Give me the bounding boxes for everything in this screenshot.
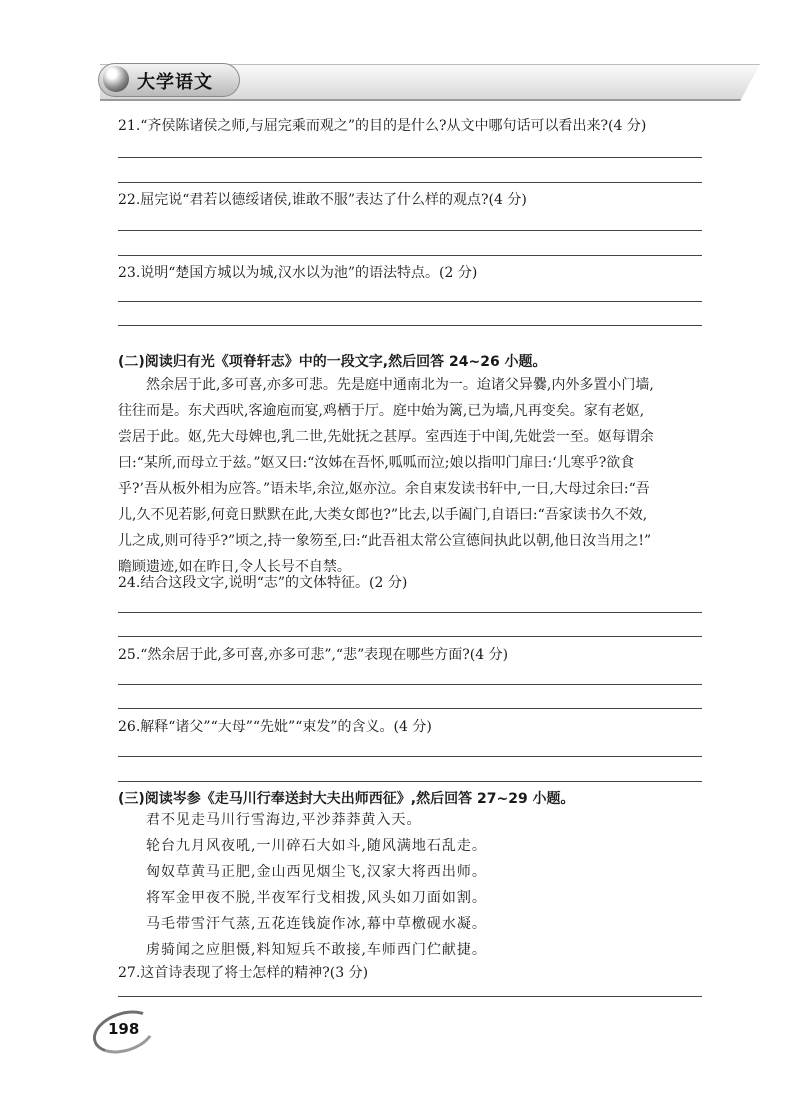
- book-title: 大学语文: [137, 72, 213, 93]
- poem-line: 将军金甲夜不脱,半夜军行戈相拨,风头如刀面如割。: [146, 890, 487, 906]
- header-ball-icon: [103, 66, 129, 92]
- passage-line: 往往而是。东犬西吠,客逾庖而宴,鸡栖于厅。庭中始为篱,已为墙,凡再变矣。家有老妪,: [118, 403, 645, 419]
- passage-line: 然余居于此,多可喜,亦多可悲。先是庭中通南北为一。迨诸父异爨,内外多置小门墙,: [146, 377, 654, 393]
- poem-line: 轮台九月风夜吼,一川碎石大如斗,随风满地石乱走。: [146, 838, 487, 854]
- question-26: 26.解释“诸父”“大母”“先妣”“束发”的含义。(4 分): [118, 719, 432, 735]
- answer-line[interactable]: [118, 756, 702, 757]
- poem-line: 虏骑闻之应胆慑,料知短兵不敢接,车师西门伫献捷。: [146, 942, 487, 958]
- question-21: 21.“齐侯陈诸侯之师,与屈完乘而观之”的目的是什么?从文中哪句话可以看出来?(4 分): [118, 118, 647, 134]
- section-2-heading: (二)阅读归有光《项脊轩志》中的一段文字,然后回答 24~26 小题。: [118, 354, 547, 370]
- answer-line[interactable]: [118, 612, 702, 613]
- answer-line[interactable]: [118, 157, 702, 158]
- poem-line: 匈奴草黄马正肥,金山西见烟尘飞,汉家大将西出师。: [146, 864, 487, 880]
- question-24: 24.结合这段文字,说明“志”的文体特征。(2 分): [118, 575, 408, 591]
- question-27: 27.这首诗表现了将士怎样的精神?(3 分): [118, 965, 369, 981]
- question-25: 25.“然余居于此,多可喜,亦多可悲”,“悲”表现在哪些方面?(4 分): [118, 647, 509, 663]
- answer-line[interactable]: [118, 182, 702, 183]
- answer-line[interactable]: [118, 255, 702, 256]
- poem-line: 君不见走马川行雪海边,平沙莽莽黄入天。: [146, 812, 422, 828]
- answer-line[interactable]: [118, 781, 702, 782]
- poem-zouma-chuan-xing: [146, 807, 487, 963]
- answer-line[interactable]: [118, 230, 702, 231]
- question-23: 23.说明“楚国方城以为城,汉水以为池”的语法特点。(2 分): [118, 265, 478, 281]
- passage-line: 曰:“某所,而母立于兹。”妪又曰:“汝姊在吾怀,呱呱而泣;娘以指叩门扉曰:‘儿寒乎?欲食: [118, 455, 635, 471]
- passage-line: 儿之成,则可待乎?”顷之,持一象笏至,曰:“此吾祖太常公宣德间执此以朝,他日汝当用之!”: [118, 533, 652, 549]
- answer-line[interactable]: [118, 301, 702, 302]
- page-number: 198: [108, 1020, 140, 1038]
- poem-line: 马毛带雪汗气蒸,五花连钱旋作冰,幕中草檄砚水凝。: [146, 916, 487, 932]
- passage-line: 尝居于此。妪,先大母婢也,乳二世,先妣抚之甚厚。室西连于中闺,先妣尝一至。妪每谓余: [118, 429, 654, 445]
- passage-xiangji-xuan-zhi: [118, 372, 718, 580]
- passage-line: 瞻顾遗迹,如在昨日,令人长号不自禁。: [118, 559, 351, 575]
- answer-line[interactable]: [118, 708, 702, 709]
- answer-line[interactable]: [118, 636, 702, 637]
- answer-line[interactable]: [118, 325, 702, 326]
- question-22: 22.屈完说“君若以德绥诸侯,谁敢不服”表达了什么样的观点?(4 分): [118, 192, 527, 208]
- passage-line: 儿,久不见若影,何竟日默默在此,大类女郎也?”比去,以手阖门,自语曰:“吾家读书久不效,: [118, 507, 648, 523]
- answer-line[interactable]: [118, 996, 702, 997]
- passage-line: 乎?’吾从板外相为应答。”语未毕,余泣,妪亦泣。余自束发读书轩中,一日,大母过余曰:“吾: [118, 481, 650, 497]
- answer-line[interactable]: [118, 684, 702, 685]
- section-3-heading: (三)阅读岑参《走马川行奉送封大夫出师西征》,然后回答 27~29 小题。: [118, 791, 575, 807]
